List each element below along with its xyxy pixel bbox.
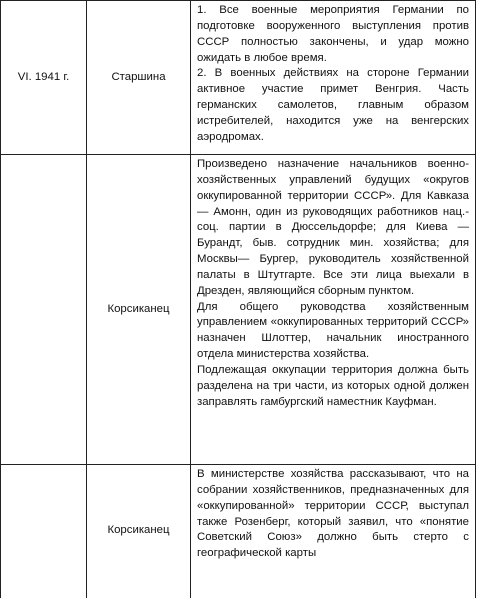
content-paragraph: Для общего руководства хозяйственным управлением «оккупированных территорий СССР» назначен Шлоттер, начальник иностранного отдела министерства хозяйства. xyxy=(197,300,469,361)
content-paragraph: Произведено назначение начальников военно-хозяйственных управлений будущих «округов оккупированной территории СССР». Для Кавказа — Амонн, один из руководящих работников нац.-соц. партии в Дюссельдорфе; для Киева — Бурандт, быв. сотрудник мин. хозяйства; для Москвы— Бургер, руководитель хозяйственной палаты в Штутгарте. Все эти лица выехали в Дрезден, являющийся сборным пунктом. xyxy=(197,158,469,297)
content-cell xyxy=(191,465,476,598)
date-cell xyxy=(1,155,87,465)
content-cell xyxy=(191,155,476,465)
date-cell xyxy=(1,465,87,598)
table-row xyxy=(1,155,476,465)
table-row xyxy=(1,465,476,598)
content-paragraph: 2. В военных действиях на стороне Германии активное участие примет Венгрия. Часть германских самолетов, главным образом истребителей, находится уже на венгерских аэродромах. xyxy=(197,67,469,143)
content-paragraph: В министерстве хозяйства рассказывают, что на собрании хозяйственников, предназначенных для «оккупированной» территории СССР, выступал также Розенберг, который заявил, что «понятие Советский Союз» должно быть стерто с географической карты xyxy=(197,468,469,560)
source-cell: Старшина xyxy=(87,1,191,155)
content-paragraph: Подлежащая оккупации территория должна быть разделена на три части, из которых одной должен заправлять гамбургский наместник Кауфман. xyxy=(197,363,469,408)
table-row xyxy=(1,1,476,155)
date-cell: VI. 1941 г. xyxy=(1,1,87,155)
source-cell: Корсиканец xyxy=(87,465,191,598)
source-cell: Корсиканец xyxy=(87,155,191,465)
content-cell xyxy=(191,1,476,155)
content-paragraph: 1. Все военные мероприятия Германии по подготовке вооруженного выступления против СССР полностью закончены, и удар можно ожидать в любое время. xyxy=(197,4,469,64)
